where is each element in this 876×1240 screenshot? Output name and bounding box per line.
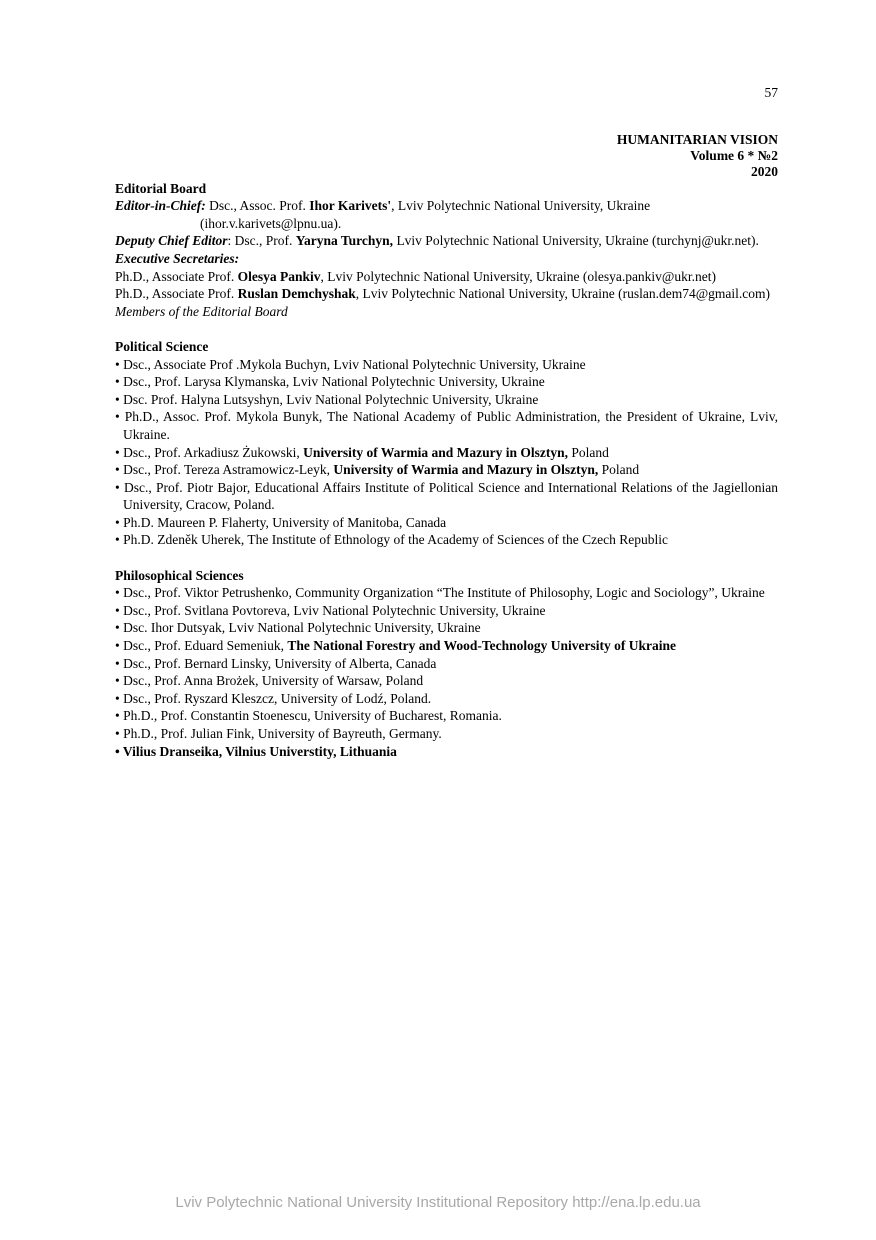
text-run: Dsc., Prof. Arkadiusz Żukowski, — [123, 444, 304, 460]
journal-title: HUMANITARIAN VISION — [616, 131, 778, 147]
member-item — [115, 743, 778, 761]
editorial-board-lines — [115, 197, 778, 320]
repository-footer: Lviv Polytechnic National University Institutional Repository http://ena.lp.edu.ua — [175, 1194, 701, 1211]
bullet-icon: • — [115, 514, 124, 530]
member-list-philosophical-sciences — [115, 584, 778, 760]
text-run: Dsc., Prof. Bernard Linsky, University of Alberta, Canada — [123, 655, 437, 671]
journal-year: 2020 — [751, 163, 778, 179]
bullet-icon: • — [115, 585, 124, 601]
bullet-icon: • — [115, 356, 124, 372]
text-run: Ph.D., Prof. Julian Fink, University of Bayreuth, Germany. — [123, 726, 442, 741]
member-item — [115, 655, 778, 673]
text-run: (ihor.v.karivets@lpnu.ua). — [200, 215, 342, 231]
text-run: Yaryna Turchyn, — [295, 233, 394, 249]
bullet-icon: • — [115, 655, 124, 671]
text-run: Vilius Dranseika, Vilnius Universtity, Lithuania — [122, 743, 397, 759]
text-run: Dsc., Prof. Tereza Astramowicz-Leyk, — [123, 462, 334, 478]
member-item — [115, 690, 778, 708]
member-item — [115, 725, 778, 743]
journal-masthead — [115, 132, 778, 180]
bullet-icon: • — [115, 409, 125, 425]
bullet-icon: • — [115, 743, 123, 759]
text-run: Dsc., Prof. Svitlana Povtoreva, Lviv National Polytechnic University, Ukraine — [123, 602, 546, 618]
text-run: Olesya Pankiv — [237, 268, 321, 284]
member-item — [115, 707, 778, 725]
text-run: Ph.D., Prof. Constantin Stoenescu, University of Bucharest, Romania. — [123, 708, 502, 724]
text-run: University of Warmia and Mazury in Olsztyn, — [303, 444, 568, 460]
bullet-icon: • — [115, 690, 124, 706]
text-run: Dsc., Associate Prof .Mykola Buchyn, Lviv National Polytechnic University, Ukraine — [123, 356, 586, 372]
text-run: Executive Secretaries: — [115, 250, 240, 266]
member-item — [115, 584, 778, 602]
member-item — [115, 637, 778, 655]
text-run: Poland — [567, 444, 609, 460]
text-run: , Lviv Polytechnic National University, Ukraine (ruslan.dem74@gmail.com) — [355, 286, 770, 302]
member-item — [115, 356, 778, 374]
text-run: Ruslan Demchyshak — [237, 286, 356, 302]
editorial-board-heading: Editorial Board — [115, 180, 207, 196]
text-run: The National Forestry and Wood-Technology University of Ukraine — [287, 638, 676, 654]
text-run: Ph.D., Associate Prof. — [115, 268, 238, 284]
bullet-icon: • — [115, 602, 124, 618]
bullet-icon: • — [115, 444, 124, 460]
bullet-icon: • — [115, 620, 124, 636]
text-run: Dsc. Ihor Dutsyak, Lviv National Polytechnic University, Ukraine — [123, 620, 481, 636]
editorial-line — [115, 303, 778, 321]
editorial-line — [115, 197, 778, 215]
text-run: Lviv Polytechnic National University, Ukraine (turchynj@ukr.net). — [393, 233, 759, 249]
text-run: Dsc., Prof. Eduard Semeniuk, — [123, 638, 288, 654]
editorial-line — [115, 268, 778, 286]
editorial-board-section — [115, 180, 778, 321]
text-run: Ph.D. Maureen P. Flaherty, University of Manitoba, Canada — [123, 514, 447, 530]
bullet-icon: • — [115, 638, 124, 654]
member-item — [115, 391, 778, 409]
text-run: Editor-in-Chief: — [115, 198, 206, 214]
page-number: 57 — [764, 85, 778, 100]
bullet-icon: • — [115, 708, 124, 724]
text-run: Ph.D. Zdeněk Uherek, The Institute of Ethnology of the Academy of Sciences of the Czech Republic — [123, 532, 668, 548]
text-run: , Lviv Polytechnic National University, Ukraine — [391, 198, 651, 214]
text-run: Dsc., Prof. Viktor Petrushenko, Community Organization “The Institute of Philosophy, Logic and Sociology”, Ukraine — [123, 585, 765, 601]
text-run: Dsc. Prof. Halyna Lutsyshyn, Lviv National Polytechnic University, Ukraine — [123, 391, 539, 407]
member-item — [115, 602, 778, 620]
section-philosophical-sciences — [115, 567, 778, 761]
text-run: Ihor Karivets' — [309, 198, 392, 214]
text-run: Ph.D., Assoc. Prof. Mykola Bunyk, The National Academy of Public Administration, the President of Ukraine, Lviv, Ukraine. — [123, 409, 778, 442]
text-run: Members of the Editorial Board — [115, 303, 288, 319]
bullet-icon: • — [115, 532, 124, 548]
editorial-line — [115, 215, 778, 233]
text-run: , Lviv Polytechnic National University, Ukraine (olesya.pankiv@ukr.net) — [320, 268, 716, 284]
bullet-icon: • — [115, 462, 124, 478]
member-list-political-science — [115, 356, 778, 550]
bullet-icon: • — [115, 374, 124, 390]
member-item — [115, 408, 778, 443]
text-run: Poland — [598, 462, 640, 478]
text-run: Dsc., Assoc. Prof. — [205, 198, 310, 214]
text-run: Dsc., Prof. Ryszard Kleszcz, University of Lodź, Poland. — [123, 690, 432, 706]
editorial-line — [115, 250, 778, 268]
text-run: Dsc., Prof. Anna Brożek, University of Warsaw, Poland — [123, 673, 424, 689]
editorial-line — [115, 232, 778, 250]
member-item — [115, 373, 778, 391]
member-item — [115, 461, 778, 479]
member-item — [115, 479, 778, 514]
text-run: University of Warmia and Mazury in Olsztyn, — [333, 462, 599, 478]
member-item — [115, 444, 778, 462]
bullet-icon: • — [115, 726, 124, 741]
text-run: Ph.D., Associate Prof. — [115, 286, 238, 302]
text-run: : Dsc., Prof. — [227, 233, 296, 249]
journal-volume: Volume 6 * №2 — [690, 147, 778, 163]
section-heading-philosophical-sciences: Philosophical Sciences — [115, 567, 244, 583]
section-political-science — [115, 338, 778, 549]
bullet-icon: • — [115, 479, 124, 495]
member-item — [115, 672, 778, 690]
editorial-line — [115, 285, 778, 303]
text-run: Dsc., Prof. Piotr Bajor, Educational Affairs Institute of Political Science and International Relations of the Jagiellonian University, Cracow, Poland. — [123, 479, 778, 513]
text-run: Deputy Chief Editor — [115, 233, 228, 249]
member-item — [115, 531, 778, 549]
member-item — [115, 514, 778, 532]
bullet-icon: • — [115, 673, 124, 689]
section-heading-political-science: Political Science — [115, 338, 209, 354]
text-run: Dsc., Prof. Larysa Klymanska, Lviv National Polytechnic University, Ukraine — [123, 374, 545, 390]
member-item — [115, 619, 778, 637]
bullet-icon: • — [115, 391, 124, 407]
